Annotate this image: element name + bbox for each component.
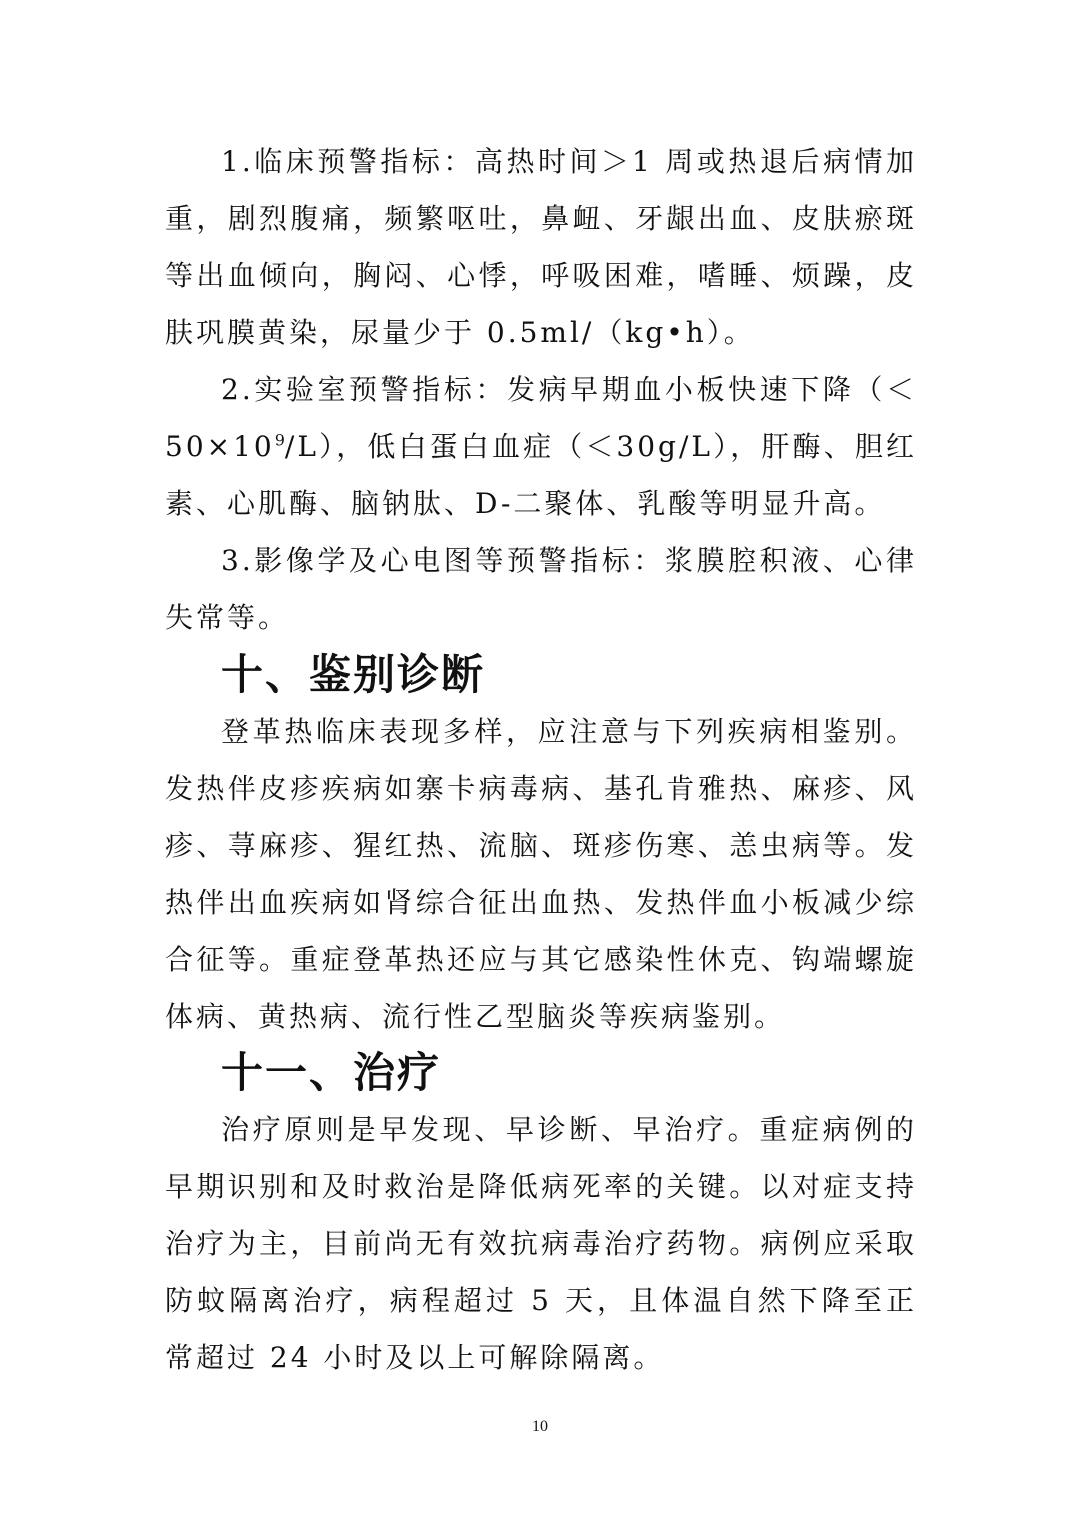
treatment-heading-block <box>165 1044 917 1101</box>
warning-lab-text-1: 2.实验室预警指标：发病早期血小板快速下降（＜50×10 <box>165 373 917 463</box>
differential-paragraph: 登革热临床表现多样，应注意与下列疾病相鉴别。发热伴皮疹疾病如寨卡病毒病、基孔肯雅热、麻疹、风疹、荨麻疹、猩红热、流脑、斑疹伤寒、恙虫病等。发热伴出血疾病如肾综合征出血热、发热伴血小板减少综合征等。重症登革热还应与其它感染性休克、钩端螺旋体病、黄热病、流行性乙型脑炎等疾病鉴别。 <box>165 715 917 1033</box>
treatment-paragraph: 治疗原则是早发现、早诊断、早治疗。重症病例的早期识别和及时救治是降低病死率的关键。以对症支持治疗为主，目前尚无有效抗病毒治疗药物。病例应采取防蚊隔离治疗，病程超过 5 天，且体温自然下降至正常超过 24 小时及以上可解除隔离。 <box>165 1113 917 1374</box>
warning-lab-text-2: /L），低白蛋白血症（＜30g/L），肝酶、胆红素、心肌酶、脑钠肽、D-二聚体、乳酸等明显升高。 <box>165 430 917 520</box>
warning-clinical-paragraph: 1.临床预警指标：高热时间＞1 周或热退后病情加重，剧烈腹痛，频繁呕吐，鼻衄、牙龈出血、皮肤瘀斑等出血倾向，胸闷、心悸，呼吸困难，嗜睡、烦躁，皮肤巩膜黄染，尿量少于 0.5ml/（kg•h）。 <box>165 145 917 349</box>
warning-imaging-paragraph: 3.影像学及心电图等预警指标：浆膜腔积液、心律失常等。 <box>165 544 917 634</box>
treatment-text-block <box>165 1101 917 1386</box>
page-number: 10 <box>532 1418 548 1435</box>
heading-differential-diagnosis: 十、鉴别诊断 <box>221 650 486 699</box>
warning-lab-exponent: 9 <box>274 430 285 450</box>
warning-lab-paragraph <box>165 361 917 532</box>
differential-text-block <box>165 703 917 1045</box>
heading-treatment: 十一、治疗 <box>221 1048 442 1097</box>
warning-clinical-block <box>165 133 917 361</box>
differential-heading-block <box>165 646 917 703</box>
warning-imaging-block <box>165 532 917 646</box>
warning-lab-block <box>165 361 917 532</box>
